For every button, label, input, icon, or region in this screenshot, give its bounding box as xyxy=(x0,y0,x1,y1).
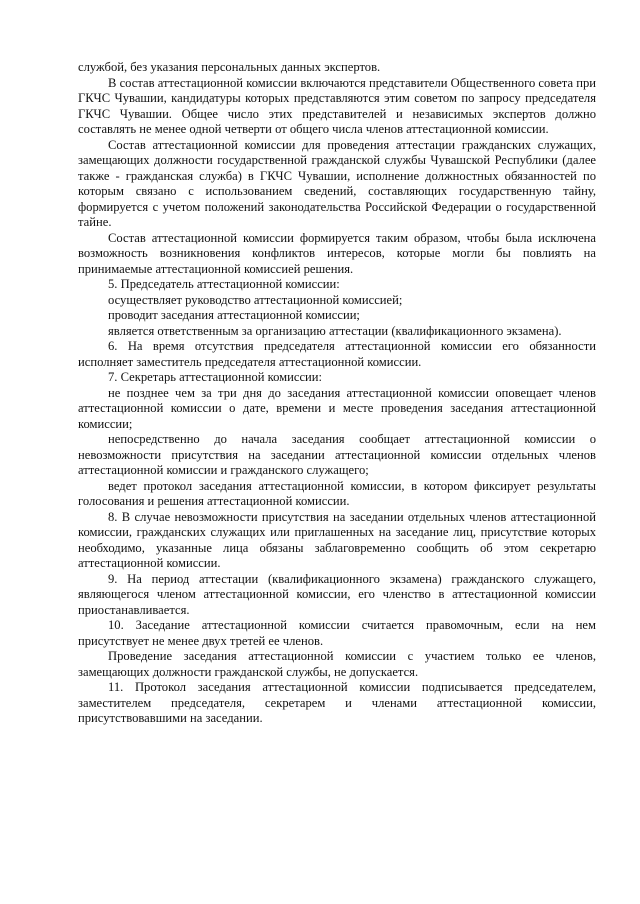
paragraph-7: является ответственным за организацию аттестации (квалификационного экзамена). xyxy=(108,323,562,338)
paragraph-11: непосредственно до начала заседания сообщает аттестационной комиссии о невозможности присутствия на заседании аттестационной комиссии отдельных членов аттестационной комиссии и гражданского служащего; xyxy=(78,432,596,477)
paragraph-2: Состав аттестационной комиссии для проведения аттестации гражданских служащих, замещающих должности государственной гражданской службы Чувашской Республики (далее также - гражданская служба) в ГКЧС Чувашии, исполнение должностных обязанностей по которым связано с использованием сведений, составляющих государственную тайну, формируется с учетом положений законодательства Российской Федерации о государственной тайне. xyxy=(78,137,596,229)
paragraph-14: 9. На период аттестации (квалификационного экзамена) гражданского служащего, являющегося членом аттестационной комиссии, его членство в аттестационной комиссии приостанавливается. xyxy=(78,571,596,617)
document-page xyxy=(78,60,596,727)
paragraph-9: 7. Секретарь аттестационной комиссии: xyxy=(108,370,323,384)
paragraph-12: ведет протокол заседания аттестационной комиссии, в котором фиксирует результаты голосования и решения аттестационной комиссии. xyxy=(78,478,596,508)
paragraph-3: Состав аттестационной комиссии формируется таким образом, чтобы была исключена возможность возникновения конфликтов интересов, которые могли бы повлиять на принимаемые аттестационной комиссией решения. xyxy=(78,230,596,276)
paragraph-1: В состав аттестационной комиссии включаются представители Общественного совета при ГКЧС Чувашии, кандидатуры которых представляются этим советом по запросу председателя ГКЧС Чувашии. Общее число этих представителей и независимых экспертов должно составлять не менее одной четверти от общего числа членов аттестационной комиссии. xyxy=(78,75,596,136)
paragraph-4: 5. Председатель аттестационной комиссии: xyxy=(108,277,340,291)
paragraph-6: проводит заседания аттестационной комиссии; xyxy=(108,308,360,322)
paragraph-8: 6. На время отсутствия председателя аттестационной комиссии его обязанности исполняет заместитель председателя аттестационной комиссии. xyxy=(78,339,596,369)
paragraph-13: 8. В случае невозможности присутствия на заседании отдельных членов аттестационной комиссии, гражданских служащих или приглашенных на заседание лиц, присутствие которых необходимо, указанные лица обязаны заблаговременно сообщить об этом секретарю аттестационной комиссии. xyxy=(78,509,596,570)
paragraph-0: службой, без указания персональных данных экспертов. xyxy=(78,60,381,74)
paragraph-10: не позднее чем за три дня до заседания аттестационной комиссии оповещает членов аттестационной комиссии о дате, времени и месте проведения заседания аттестационной комиссии; xyxy=(78,385,596,431)
paragraph-17: 11. Протокол заседания аттестационной комиссии подписывается председателем, заместителем председателя, секретарем и членами аттестационной комиссии, присутствовавшими на заседании. xyxy=(78,680,596,725)
paragraph-16: Проведение заседания аттестационной комиссии с участием только ее членов, замещающих должности гражданской службы, не допускается. xyxy=(78,649,596,679)
paragraph-15: 10. Заседание аттестационной комиссии считается правомочным, если на нем присутствует не менее двух третей ее членов. xyxy=(78,618,596,648)
paragraph-5: осуществляет руководство аттестационной комиссией; xyxy=(108,292,403,307)
